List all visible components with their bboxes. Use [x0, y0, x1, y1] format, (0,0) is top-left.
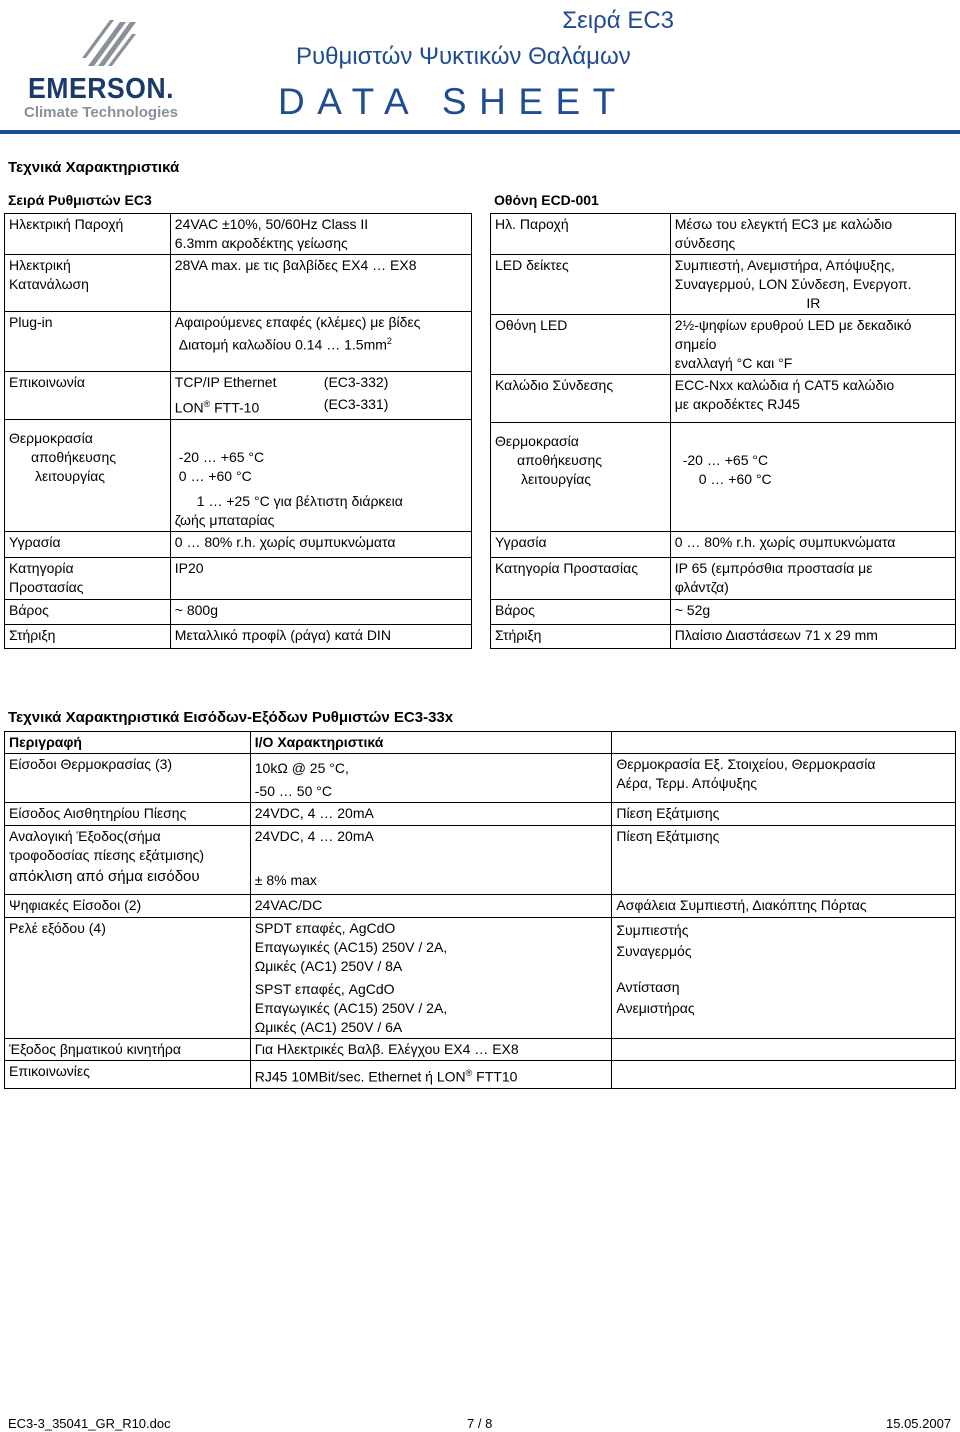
io-note: Ασφάλεια Συμπιεστή, Διακόπτης Πόρτας	[616, 897, 867, 913]
ec3-spec-table	[4, 213, 472, 649]
table-row	[5, 803, 956, 826]
table-header-row	[5, 732, 956, 754]
spec-value: FTT-10	[214, 399, 260, 416]
spec-label: Στήριξη	[495, 627, 542, 643]
footer-page-number: 7 / 8	[467, 1416, 493, 1431]
spec-label: αποθήκευσης	[517, 452, 602, 468]
table-row	[5, 1061, 956, 1089]
spec-label: Κατανάλωση	[9, 276, 89, 292]
table-row	[491, 532, 956, 558]
spec-value: Συμπιεστή, Ανεμιστήρα, Απόψυξης,	[674, 257, 895, 273]
io-note: Πίεση Εξάτμισης	[616, 828, 720, 844]
table-row	[5, 214, 472, 255]
io-note: Αντίσταση	[616, 979, 680, 995]
io-value: Επαγωγικές (AC15) 250V / 2A,	[254, 1000, 448, 1016]
spec-label: Καλώδιο Σύνδεσης	[495, 377, 614, 393]
io-value: 24VDC, 4 … 20mA	[254, 828, 374, 844]
footer-date: 15.05.2007	[886, 1416, 952, 1431]
brand-name: EMERSON.	[28, 73, 174, 105]
io-note: Θερμοκρασία Εξ. Στοιχείου, Θερμοκρασία	[616, 756, 876, 772]
document-title: Σειρά EC3	[562, 7, 674, 34]
io-table	[4, 731, 956, 1089]
io-value: ± 8% max	[254, 872, 317, 888]
io-value: SPDT επαφές, AgCdO	[254, 920, 396, 936]
io-value: -50 … 50 °C	[254, 783, 332, 799]
table-row	[5, 255, 472, 312]
spec-value: σημείο	[674, 336, 717, 352]
spec-value: 28VA max. με τις βαλβίδες EX4 … EX8	[174, 257, 417, 273]
io-label: τροφοδοσίας πίεσης εξάτμισης)	[9, 847, 205, 863]
spec-label: Plug-in	[9, 314, 53, 330]
table-row	[5, 754, 956, 803]
spec-value: ~ 52g	[674, 602, 711, 618]
spec-value: IR	[806, 295, 821, 311]
spec-value: εναλλαγή °C και °F	[674, 355, 793, 371]
spec-value: 24VAC ±10%, 50/60Hz Class II	[174, 216, 369, 232]
io-value: FTT10	[476, 1068, 518, 1085]
spec-value: 2½-ψηφίων ερυθρού LED με δεκαδικό	[674, 317, 912, 333]
table-row	[491, 375, 956, 423]
spec-value: ζωής μπαταρίας	[174, 512, 275, 528]
io-note: Συναγερμός	[616, 943, 692, 959]
spec-value: LON	[174, 399, 204, 416]
spec-value: Μέσω του ελεγκτή EC3 με καλώδιο	[674, 216, 893, 232]
table-row	[5, 372, 472, 420]
spec-label: Ηλ. Παροχή	[495, 216, 569, 232]
spec-label: αποθήκευσης	[31, 449, 116, 465]
table-row	[5, 532, 472, 558]
spec-value: Συναγερμού, LON Σύνδεση, Ενεργοπ.	[674, 276, 912, 292]
io-value: 24VDC, 4 … 20mA	[254, 805, 374, 821]
table-row	[491, 625, 956, 649]
table-row	[5, 600, 472, 625]
io-note: Αέρα, Τερμ. Απόψυξης	[616, 775, 758, 791]
spec-value: Διατομή καλωδίου 0.14 … 1.5mm	[178, 336, 387, 353]
spec-label: Οθόνη LED	[495, 317, 568, 333]
io-value: Επαγωγικές (AC15) 250V / 2A,	[254, 939, 448, 955]
table-row	[5, 918, 956, 1039]
spec-value: 6.3mm ακροδέκτης γείωσης	[174, 235, 348, 251]
spec-value: -20 … +65 °C	[178, 449, 265, 465]
io-label: Αναλογική Έξοδος(σήμα	[9, 828, 161, 844]
io-label: Ρελέ εξόδου (4)	[9, 920, 106, 936]
spec-label: Υγρασία	[495, 534, 547, 550]
spec-value: 0 … 80% r.h. χωρίς συμπυκνώματα	[174, 534, 396, 550]
brand-subtitle: Climate Technologies	[24, 104, 178, 121]
table-row	[5, 625, 472, 649]
table-row	[491, 214, 956, 255]
spec-value: Αφαιρούμενες επαφές (κλέμες) με βίδες	[174, 314, 421, 330]
spec-value: IP 65 (εμπρόσθια προστασία με	[674, 560, 873, 576]
io-value: 10kΩ @ 25 °C,	[254, 760, 349, 776]
spec-value: 0 … 80% r.h. χωρίς συμπυκνώματα	[674, 534, 896, 550]
io-label: απόκλιση από σήμα εισόδου	[9, 868, 200, 885]
document-subtitle: Ρυθμιστών Ψυκτικών Θαλάμων	[296, 43, 631, 70]
io-note: Συμπιεστής	[616, 922, 689, 938]
table-row	[5, 420, 472, 532]
table-row	[5, 1039, 956, 1061]
spec-label: Βάρος	[495, 602, 535, 618]
io-label: Ψηφιακές Είσοδοι (2)	[9, 897, 142, 913]
spec-value: IP20	[174, 560, 204, 576]
ecd-spec-table	[490, 213, 956, 649]
io-note: Ανεμιστήρας	[616, 1000, 695, 1016]
io-label: Είσοδοι Θερμοκρασίας (3)	[9, 756, 173, 772]
spec-label: Θερμοκρασία	[495, 433, 579, 449]
spec-value: σύνδεσης	[674, 235, 736, 251]
emerson-logo	[22, 18, 194, 121]
spec-label: Κατηγορία Προστασίας	[495, 560, 638, 576]
column-header: Περιγραφή	[9, 734, 82, 750]
table-row	[5, 558, 472, 600]
spec-label: LED δείκτες	[495, 257, 569, 273]
spec-label: Στήριξη	[9, 627, 56, 643]
table-row	[5, 826, 956, 895]
spec-value: -20 … +65 °C	[682, 452, 769, 468]
spec-value: Μεταλλικό προφίλ (ράγα) κατά DIN	[174, 627, 391, 643]
tech-heading: Τεχνικά Χαρακτηριστικά	[8, 159, 180, 176]
spec-label: Υγρασία	[9, 534, 61, 550]
emerson-stripes-icon	[80, 18, 140, 68]
spec-value: (EC3-331)	[323, 396, 389, 412]
registered-mark: ®	[203, 399, 211, 409]
spec-value: ECC-Nxx καλώδια ή CAT5 καλώδιο	[674, 377, 895, 393]
ecd-display-title: Οθόνη ECD-001	[494, 192, 599, 208]
io-value: Ωμικές (AC1) 250V / 6A	[254, 1019, 403, 1035]
spec-label: Θερμοκρασία	[9, 430, 93, 446]
spec-label: Επικοινωνία	[9, 374, 85, 390]
io-value: RJ45 10MBit/sec. Ethernet ή LON	[254, 1068, 466, 1085]
io-value: 24VAC/DC	[254, 897, 323, 913]
header-rule	[0, 130, 960, 134]
table-row	[491, 255, 956, 315]
spec-label: Ηλεκτρική	[9, 257, 71, 273]
spec-value: ~ 800g	[174, 602, 218, 618]
spec-label: Προστασίας	[9, 579, 84, 595]
spec-value: 1 … +25 °C για βέλτιστη διάρκεια	[196, 493, 403, 509]
spec-value-sup: 2	[386, 336, 392, 346]
table-row	[5, 312, 472, 372]
spec-value: TCP/IP Ethernet	[174, 374, 277, 390]
data-sheet-banner: DATA SHEET	[278, 81, 628, 122]
table-row	[491, 600, 956, 625]
spec-value: 0 … +60 °C	[698, 471, 772, 487]
table-row	[491, 558, 956, 600]
io-value: Ωμικές (AC1) 250V / 8A	[254, 958, 403, 974]
io-note: Πίεση Εξάτμισης	[616, 805, 720, 821]
spec-label: Βάρος	[9, 602, 49, 618]
table-row	[5, 895, 956, 918]
spec-value: φλάντζα)	[674, 579, 729, 595]
io-label: Είσοδος Αισθητηρίου Πίεσης	[9, 805, 187, 821]
io-label: Έξοδος βηματικού κινητήρα	[9, 1041, 181, 1057]
io-label: Επικοινωνίες	[9, 1063, 90, 1079]
io-heading: Τεχνικά Χαρακτηριστικά Εισόδων-Εξόδων Ρυθμιστών EC3-33x	[8, 709, 454, 726]
io-value: Για Ηλεκτρικές Βαλβ. Ελέγχου EX4 … EX8	[254, 1041, 519, 1057]
spec-label: Κατηγορία	[9, 560, 74, 576]
column-header: I/O Χαρακτηριστικά	[254, 734, 384, 750]
footer-doc-name: EC3-3_35041_GR_R10.doc	[8, 1416, 171, 1431]
table-row	[491, 315, 956, 375]
spec-value: (EC3-332)	[323, 374, 389, 390]
spec-label: λειτουργίας	[35, 468, 106, 484]
spec-value: με ακροδέκτες RJ45	[674, 396, 800, 412]
spec-value: Πλαίσιο Διαστάσεων 71 x 29 mm	[674, 627, 878, 643]
table-row	[491, 423, 956, 532]
spec-value: 0 … +60 °C	[178, 468, 252, 484]
spec-label: Ηλεκτρική Παροχή	[9, 216, 124, 232]
spec-label: λειτουργίας	[521, 471, 592, 487]
ec3-series-title: Σειρά Ρυθμιστών EC3	[8, 192, 152, 208]
io-value: SPST επαφές, AgCdO	[254, 981, 395, 997]
registered-mark: ®	[465, 1068, 473, 1078]
